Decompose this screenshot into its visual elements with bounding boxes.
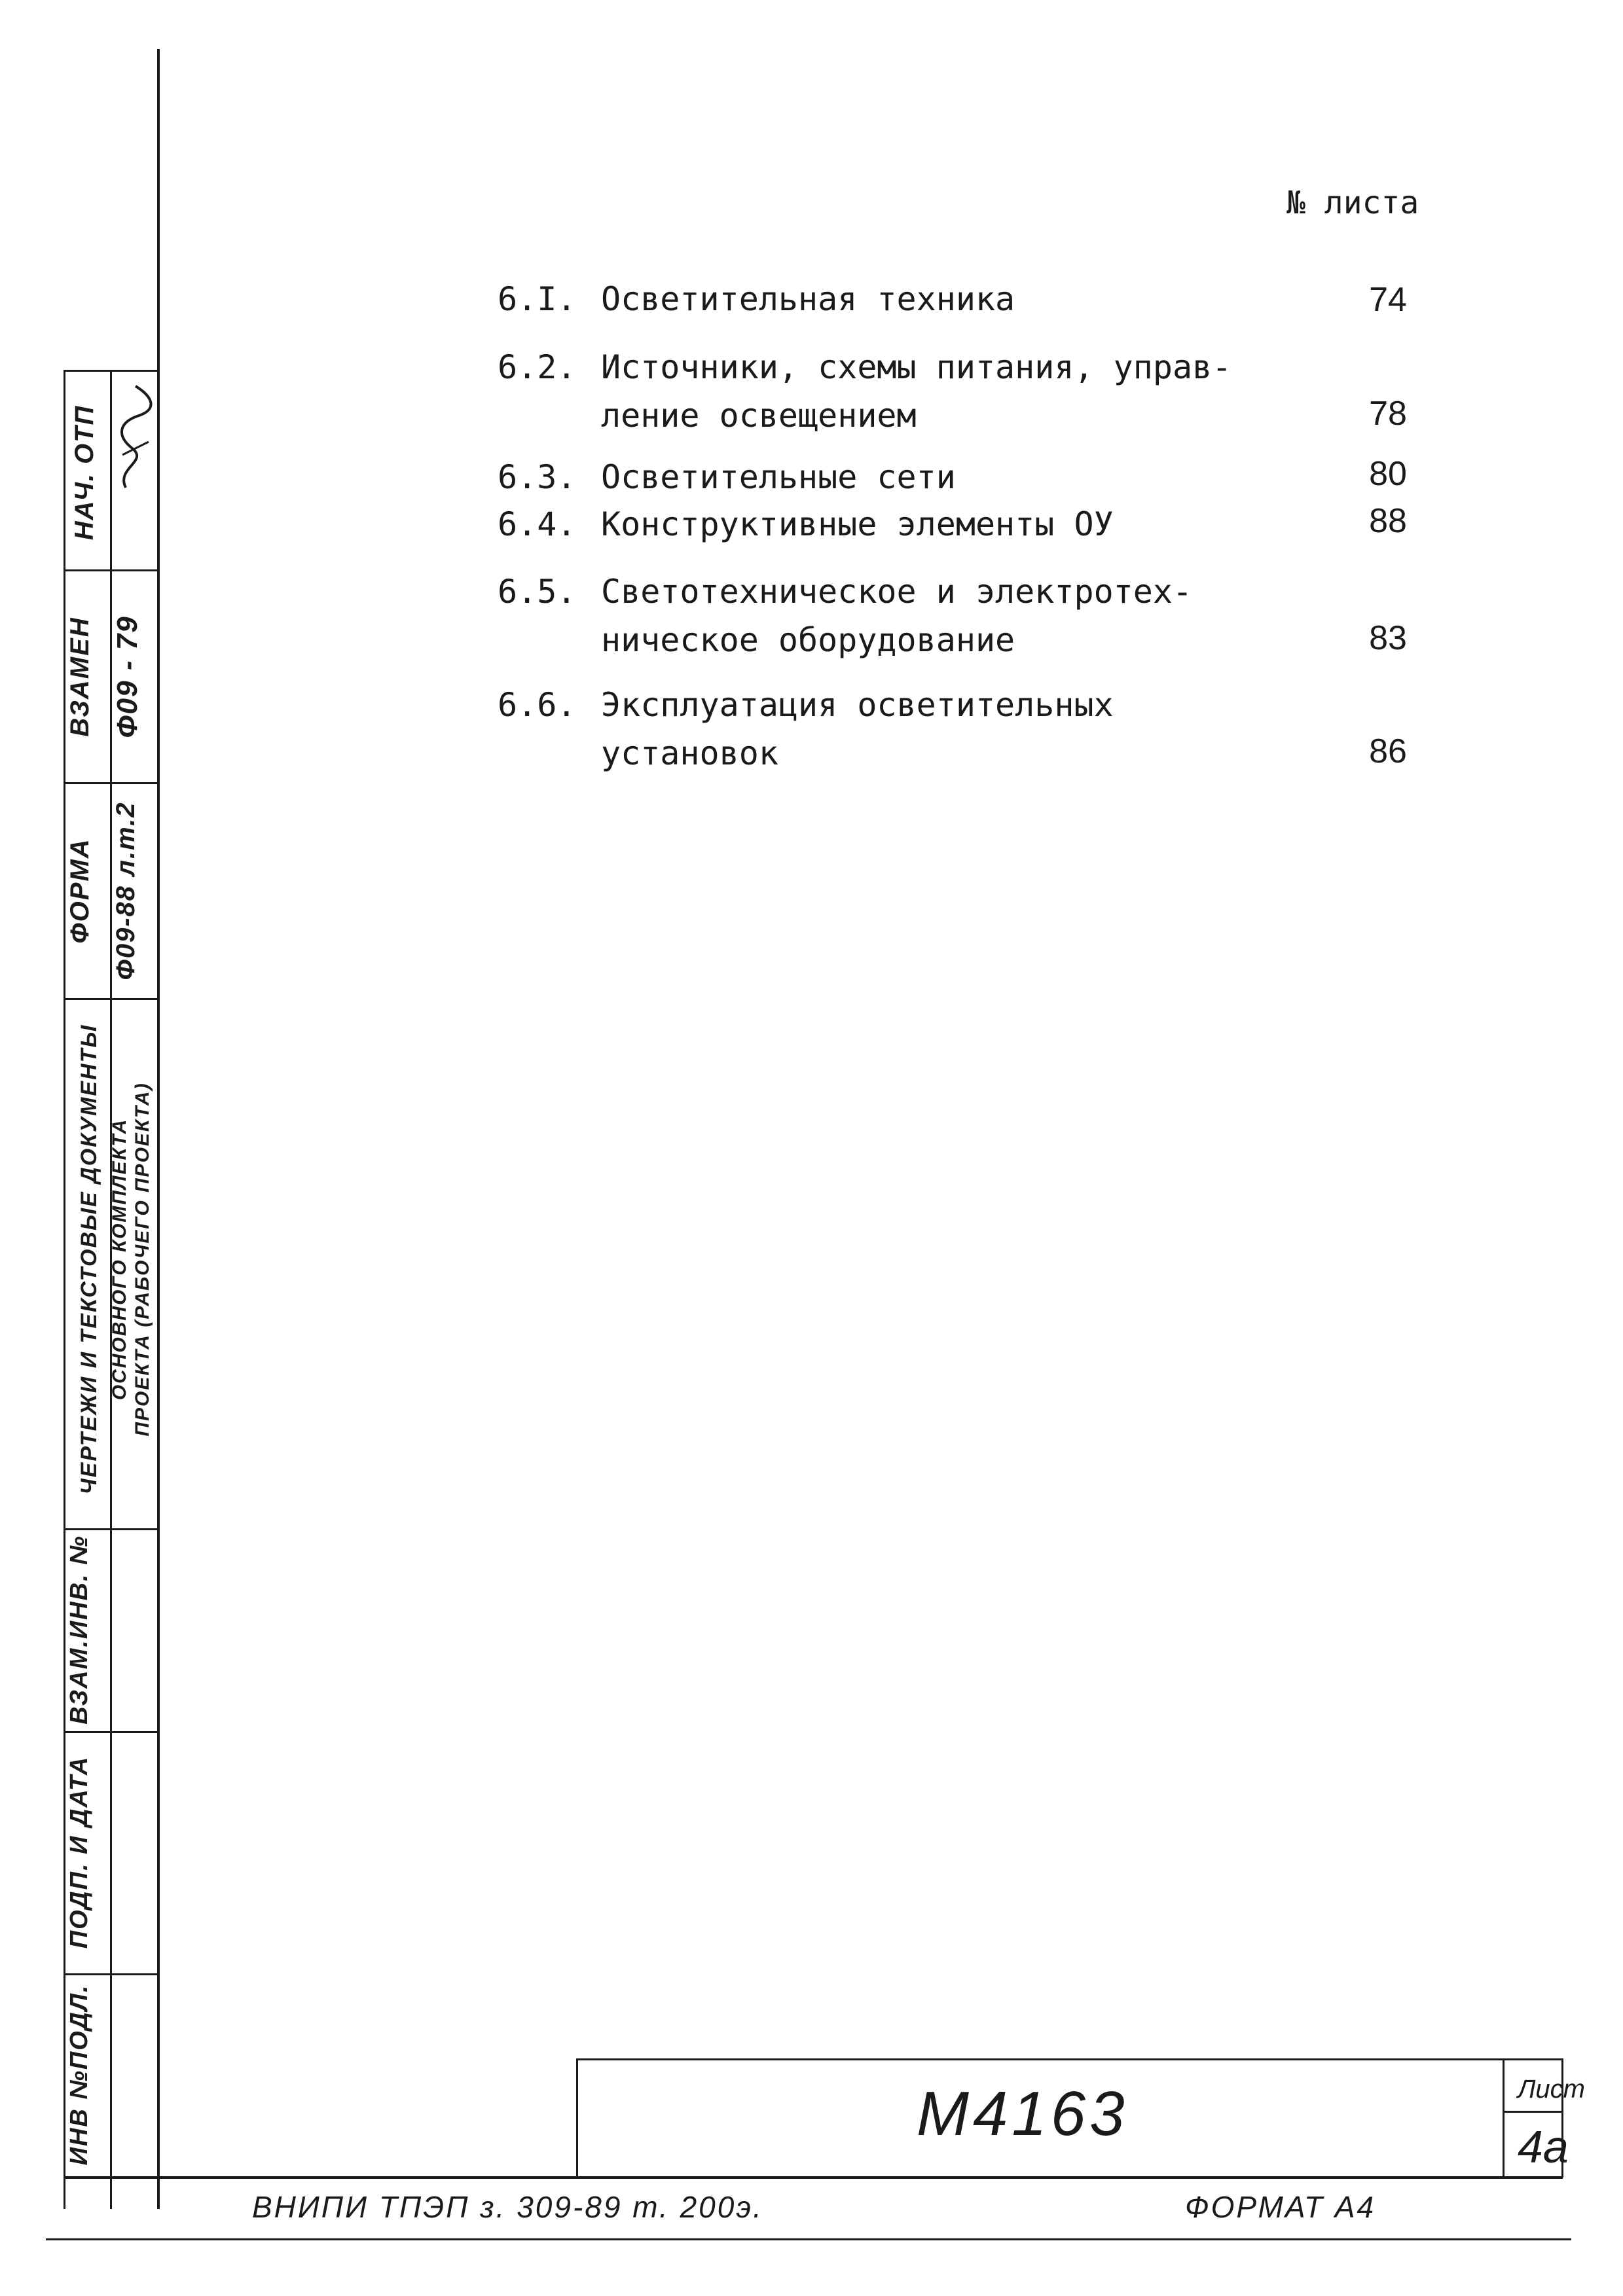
toc-item-number: 6.3. [498, 458, 577, 496]
toc-item-title: Конструктивные элементы ОУ [601, 505, 1114, 543]
toc-item-page: 86 [1369, 732, 1407, 770]
sheet-cell-divider [1503, 2111, 1563, 2113]
toc-item-title: Осветительная техника [601, 280, 1015, 318]
footer-institute: ВНИПИ ТПЭП з. 309-89 т. 200э. [252, 2190, 763, 2224]
toc-item-number: 6.2. [498, 348, 577, 386]
toc-item-title: Источники, схемы питания, управ- ление освещением [601, 348, 1232, 435]
strip-doc-line-3: ПРОЕКТА (РАБОЧЕГО ПРОЕКТА) [132, 1082, 153, 1437]
strip-nach-otp: НАЧ. ОТП [70, 404, 99, 541]
strip-inv-podl: ИНВ №ПОДЛ. [65, 1984, 93, 2166]
strip-vzamen-value: Ф09 - 79 [111, 615, 143, 738]
toc-item-title: Осветительные сети [601, 458, 956, 496]
sheet-label: Лист [1518, 2075, 1585, 2104]
strip-vzamen: ВЗАМЕН [65, 617, 94, 737]
toc-item-page: 78 [1369, 395, 1407, 433]
strip-sep-4 [64, 1528, 158, 1530]
toc-item-page: 74 [1369, 281, 1407, 319]
toc-item-page: 83 [1369, 619, 1407, 657]
toc-item-title: Светотехническое и электротех- ническое оборудование [601, 573, 1193, 659]
sheet-number-header: № листа [1286, 185, 1419, 221]
toc-item-number: 6.6. [498, 686, 577, 724]
toc-item-title: Эксплуатация осветительных установок [601, 686, 1114, 772]
signature-icon [113, 376, 158, 494]
strip-forma-value: Ф09-88 л.т.2 [111, 801, 140, 980]
footer-rule [46, 2238, 1571, 2240]
toc-item-number: 6.5. [498, 573, 577, 611]
toc-item-page: 88 [1369, 502, 1407, 540]
sheet-cell-left [1503, 2058, 1504, 2178]
title-block-left [576, 2058, 578, 2178]
strip-top [64, 370, 158, 372]
frame-left-border [157, 49, 160, 2209]
sheet-number: 4а [1518, 2121, 1569, 2172]
document-code: М4163 [917, 2079, 1129, 2149]
title-block-top [576, 2058, 1563, 2060]
strip-sep-6 [64, 1973, 158, 1975]
strip-doc-line-2: ОСНОВНОГО КОМПЛЕКТА [109, 1118, 130, 1401]
toc-item-page: 80 [1369, 455, 1407, 493]
strip-sep-2 [64, 782, 158, 784]
frame-bottom [64, 2176, 1563, 2179]
strip-forma: ФОРМА [65, 838, 94, 944]
toc-item-number: 6.I. [498, 280, 577, 318]
strip-vzam-inv: ВЗАМ.ИНВ. № [65, 1535, 93, 1725]
strip-sep-5 [64, 1731, 158, 1733]
strip-doc-line-1: ЧЕРТЕЖИ И ТЕКСТОВЫЕ ДОКУМЕНТЫ [77, 1024, 101, 1495]
footer-format: ФОРМАТ А4 [1185, 2190, 1376, 2224]
strip-podp-data: ПОДП. И ДАТА [65, 1755, 93, 1949]
toc-item-number: 6.4. [498, 505, 577, 543]
